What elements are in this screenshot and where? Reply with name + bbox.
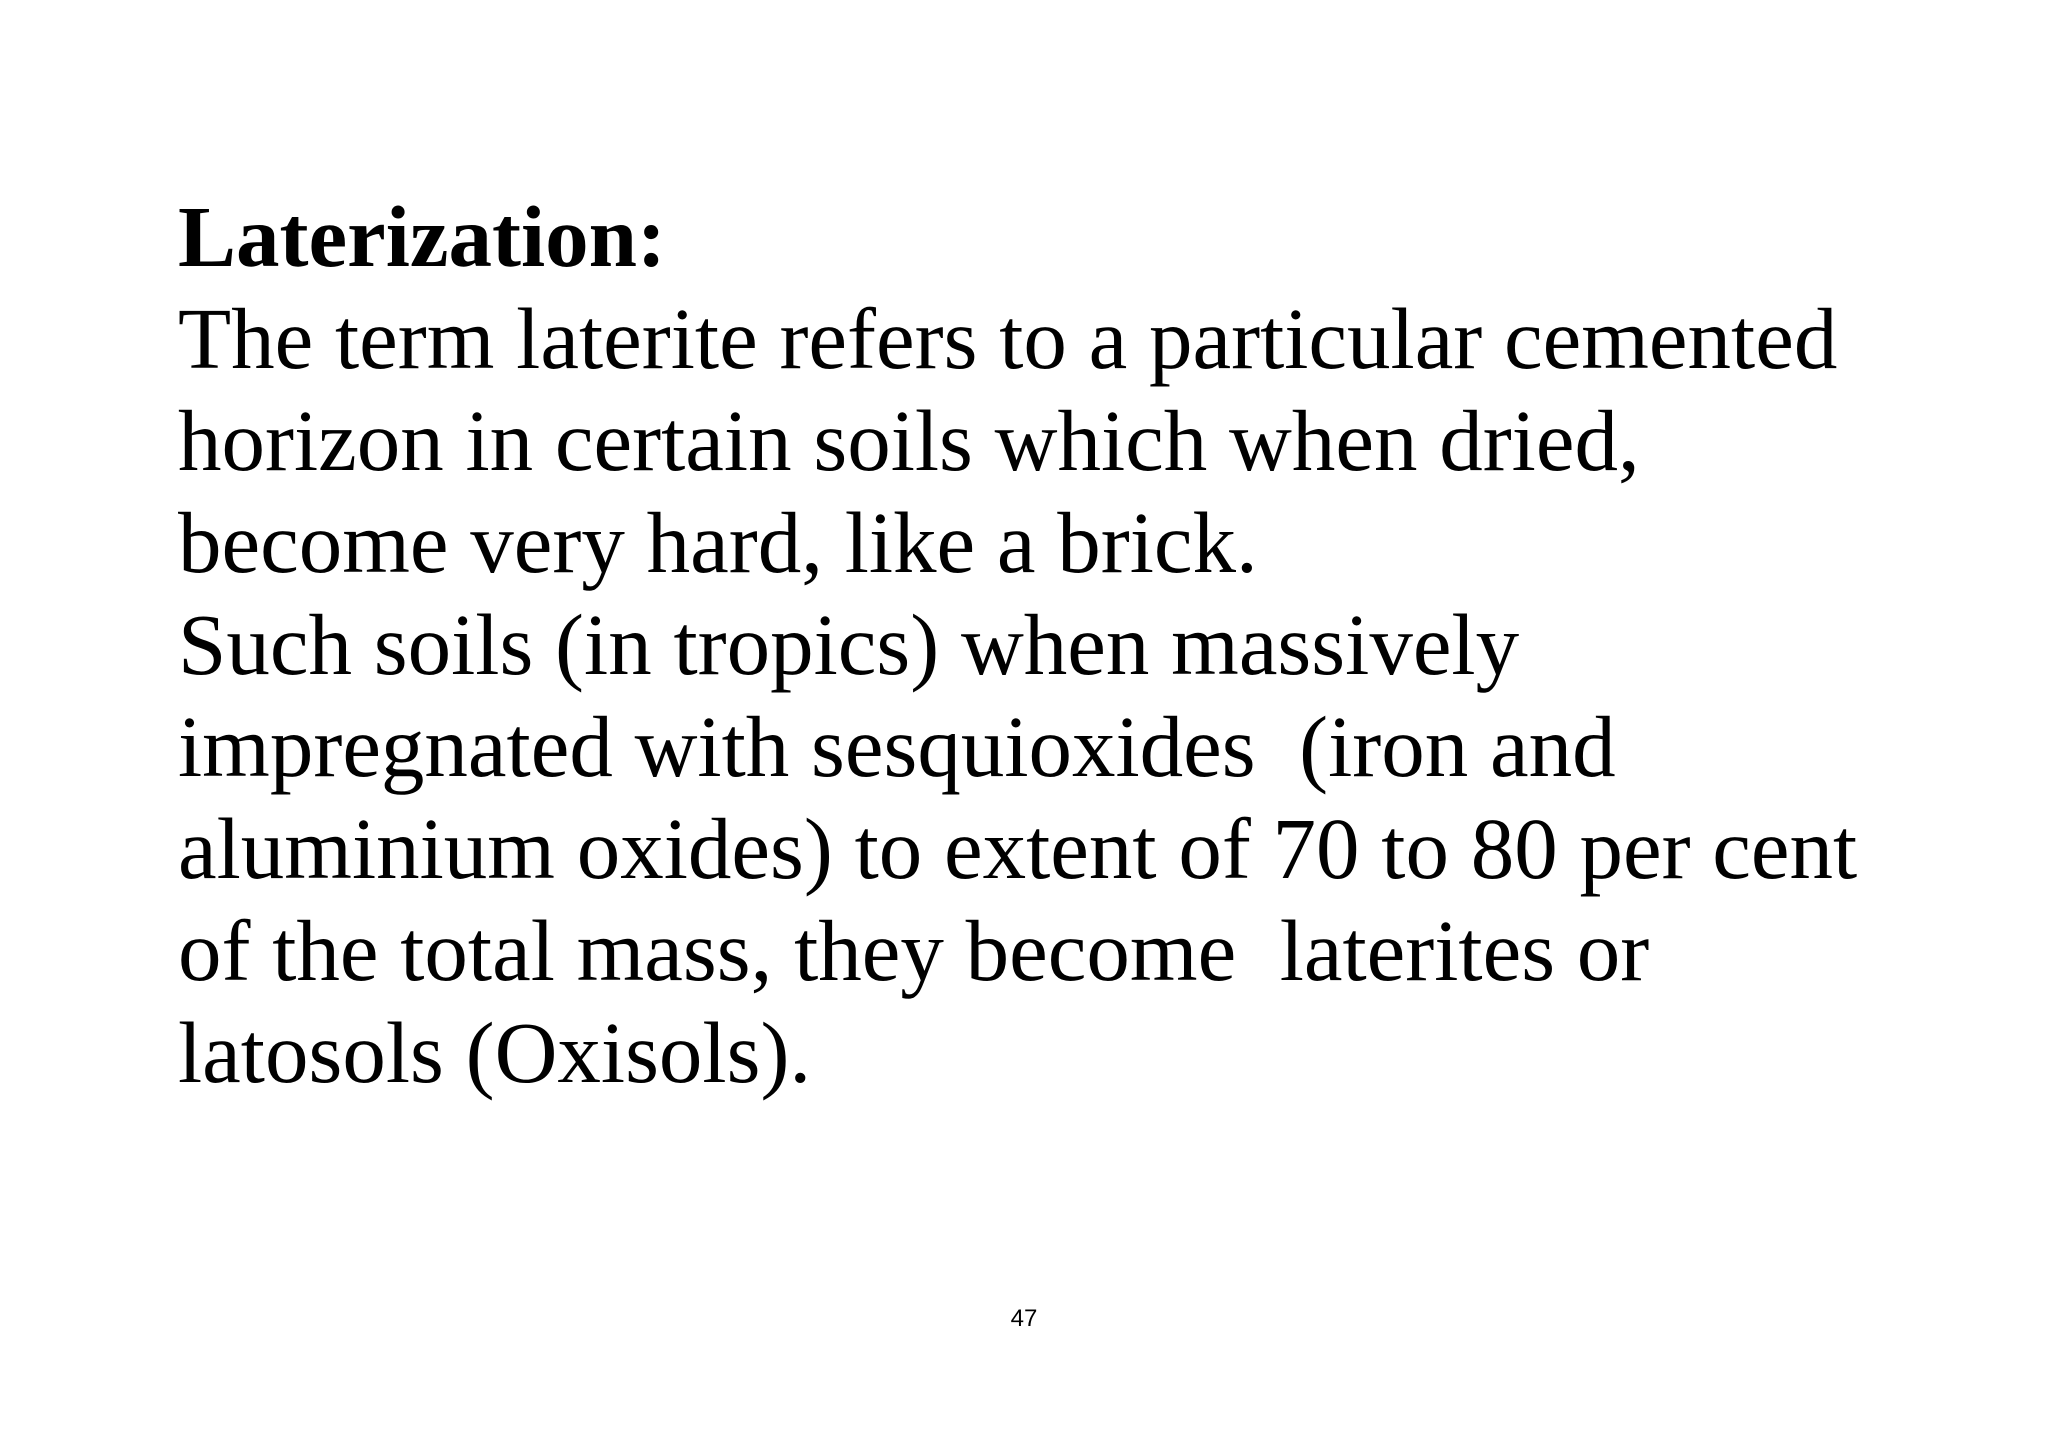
text-line: The term laterite refers to a particular cemented	[178, 290, 1838, 387]
text-line: become very hard, like a brick.	[178, 494, 1258, 591]
text-line: latosols (Oxisols).	[178, 1004, 812, 1101]
text-line: of the total mass, they become laterites or	[178, 902, 1650, 999]
slide-body	[178, 186, 1978, 1104]
text-line: horizon in certain soils which when dried,	[178, 392, 1640, 489]
paragraph-laterite-definition	[178, 288, 1978, 594]
text-line: impregnated with sesquioxides (iron and	[178, 698, 1616, 795]
slide-heading: Laterization:	[178, 188, 667, 285]
page-number: 47	[1010, 1305, 1038, 1332]
paragraph-sesquioxides	[178, 594, 1978, 1104]
text-line: aluminium oxides) to extent of 70 to 80 per cent	[178, 800, 1858, 897]
text-line: Such soils (in tropics) when massively	[178, 596, 1520, 693]
